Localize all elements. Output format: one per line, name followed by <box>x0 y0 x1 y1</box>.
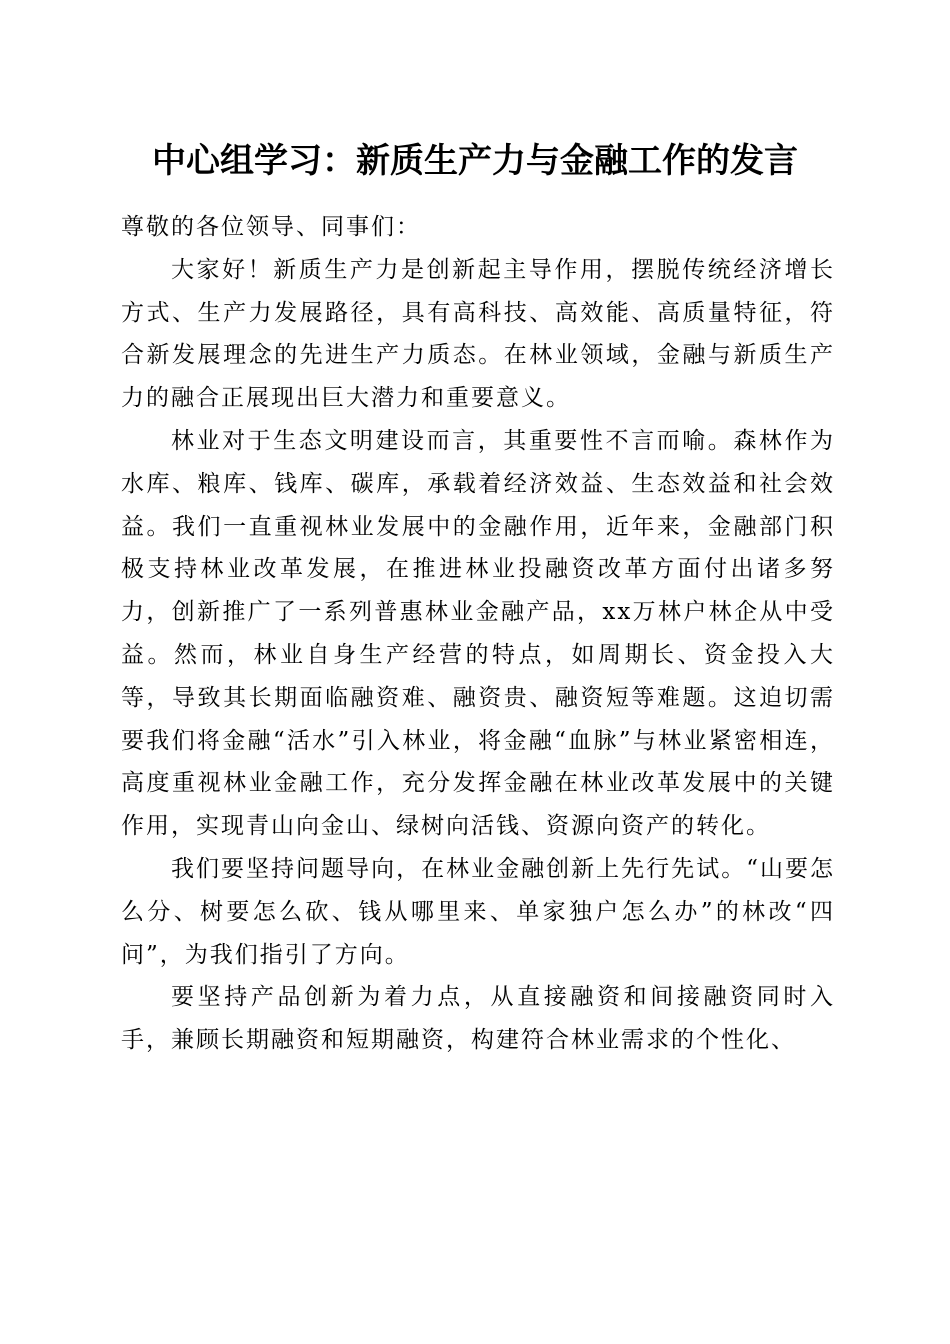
paragraph-2: 林业对于生态文明建设而言，其重要性不言而喻。森林作为水库、粮库、钱库、碳库，承载着经济效益、生态效益和社会效益。我们一直重视林业发展中的金融作用，近年来，金融部门积极支持林业改革发展，在推进林业投融资改革方面付出诸多努力，创新推广了一系列普惠林业金融产品，xx万林户林企从中受益。然而，林业自身生产经营的特点，如周期长、资金投入大等，导致其长期面临融资难、融资贵、融资短等难题。这迫切需要我们将金融“活水”引入林业，将金融“血脉”与林业紧密相连，高度重视林业金融工作，充分发挥金融在林业改革发展中的关键作用，实现青山向金山、绿树向活钱、资源向资产的转化。 <box>121 427 835 840</box>
document-title: 中心组学习：新质生产力与金融工作的发言 <box>152 141 798 181</box>
document-body <box>121 206 835 1062</box>
paragraph-4: 要坚持产品创新为着力点，从直接融资和间接融资同时入手，兼顾长期融资和短期融资，构建符合林业需求的个性化、 <box>121 984 835 1054</box>
paragraph-3: 我们要坚持问题导向，在林业金融创新上先行先试。“山要怎么分、树要怎么砍、钱从哪里来、单家独户怎么办”的林改“四问”，为我们指引了方向。 <box>121 855 835 968</box>
greeting-line: 尊敬的各位领导、同事们： <box>121 214 421 240</box>
paragraph-1: 大家好！新质生产力是创新起主导作用，摆脱传统经济增长方式、生产力发展路径，具有高科技、高效能、高质量特征，符合新发展理念的先进生产力质态。在林业领域，金融与新质生产力的融合正展现出巨大潜力和重要意义。 <box>121 256 835 412</box>
